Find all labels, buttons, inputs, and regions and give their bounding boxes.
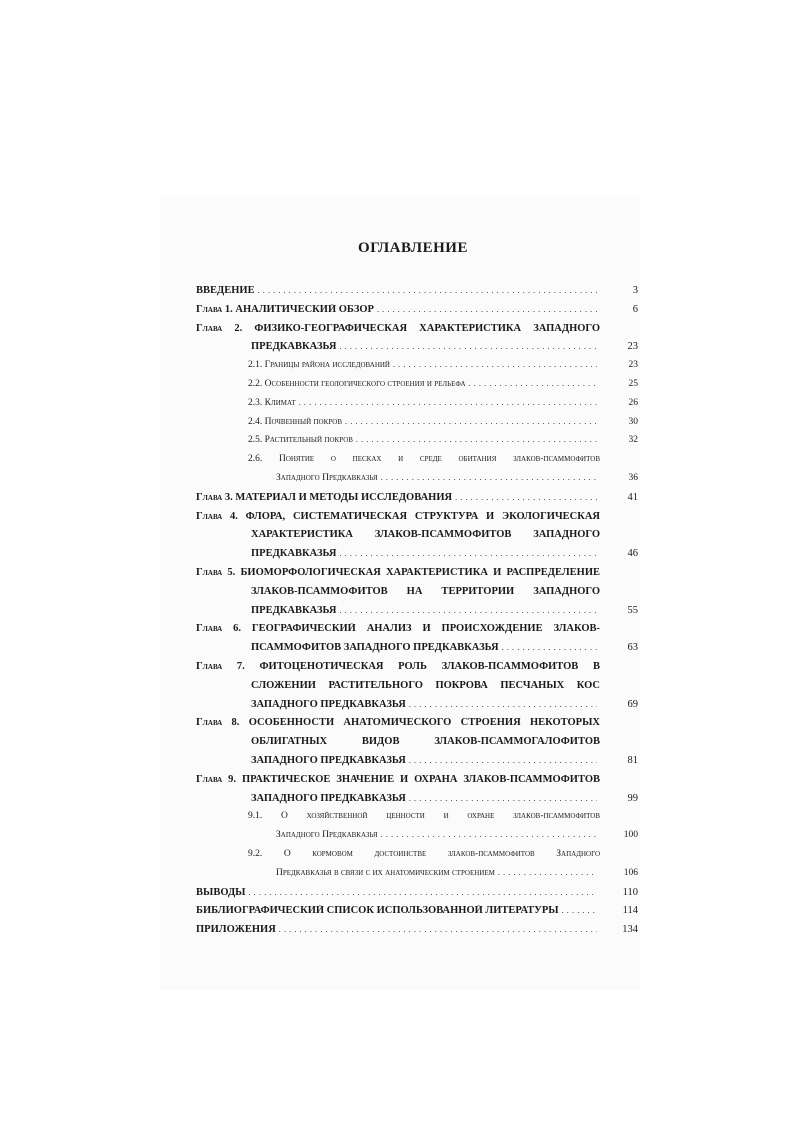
toc-entry-conclusions[interactable]	[196, 887, 638, 906]
page-number: 63	[627, 642, 638, 654]
dot-leader	[455, 492, 597, 503]
section-number: 2.2.	[248, 378, 263, 389]
page-number: 25	[628, 378, 638, 389]
page-number: 32	[628, 435, 638, 446]
toc-entry-chapter-2[interactable]	[196, 323, 638, 342]
chapter-prefix: Глава 9.	[196, 773, 237, 785]
toc-entry-title-line1: ГЕОГРАФИЧЕСКИЙ АНАЛИЗ И ПРОИСХОЖДЕНИЕ ЗЛАКОВ-	[251, 623, 600, 635]
toc-entry-section-2-6[interactable]	[196, 454, 638, 473]
toc-entry-title-line2: СЛОЖЕНИИ РАСТИТЕЛЬНОГО ПОКРОВА ПЕСЧАНЫХ КОС	[251, 679, 600, 691]
chapter-prefix: Глава 6.	[196, 623, 241, 635]
toc-entry-chapter-6-cont[interactable]	[196, 642, 638, 661]
toc-entry-chapter-5-cont[interactable]	[196, 586, 638, 605]
toc-entry-title-line1: БИОМОРФОЛОГИЧЕСКАЯ ХАРАКТЕРИСТИКА И РАСПРЕДЕЛЕНИЕ	[240, 566, 600, 578]
dot-leader	[498, 868, 597, 878]
toc-entry-section-2-4[interactable]	[196, 417, 638, 436]
dot-leader	[393, 360, 597, 370]
chapter-prefix: Глава 1.	[196, 303, 233, 315]
page-number: 110	[622, 886, 638, 898]
toc-entry-title: Растительный покров	[264, 435, 353, 446]
toc-entry-section-2-6-cont[interactable]	[196, 473, 638, 492]
toc-entry-chapter-8-cont2[interactable]	[196, 755, 638, 774]
section-number: 2.4.	[248, 416, 263, 427]
toc-entry-title: Особенности геологического строения и рельефа	[264, 378, 466, 389]
toc-entry-title: ПРИЛОЖЕНИЯ	[196, 924, 276, 936]
page-number: 69	[627, 698, 638, 710]
page-number: 3	[632, 285, 638, 296]
toc-entry-title-line3: ПРЕДКАВКАЗЬЯ	[251, 548, 337, 560]
dot-leader	[279, 924, 597, 935]
toc-entry-chapter-9-cont[interactable]	[196, 793, 638, 812]
toc-entry-bibliography[interactable]	[196, 905, 638, 924]
page-title: ОГЛАВЛЕНИЕ	[358, 240, 468, 256]
section-number: 2.1.	[248, 360, 263, 371]
page-number: 55	[627, 604, 638, 616]
toc-entry-section-9-2[interactable]	[196, 849, 638, 868]
page-number: 41	[627, 491, 638, 503]
toc-entry-title-line3: ПРЕДКАВКАЗЬЯ	[251, 604, 337, 616]
page-number: 81	[627, 754, 638, 766]
toc-entry-title-line2: Западного Предкавказья	[276, 830, 378, 841]
toc-entry-title-line1: ПРАКТИЧЕСКОЕ ЗНАЧЕНИЕ И ОХРАНА ЗЛАКОВ-ПСАММОФИТОВ	[241, 773, 600, 785]
page-number: 36	[628, 472, 638, 483]
toc-entry-chapter-4[interactable]	[196, 511, 638, 530]
toc-entry-title: ВВЕДЕНИЕ	[196, 285, 255, 296]
toc-entry-title-line1: ФЛОРА, СИСТЕМАТИЧЕСКАЯ СТРУКТУРА И ЭКОЛОГИЧЕСКАЯ	[245, 510, 600, 522]
dot-leader	[381, 830, 597, 840]
toc-entry-title: АНАЛИТИЧЕСКИЙ ОБЗОР	[235, 303, 374, 315]
toc-entry-title-line2: Западного Предкавказья	[276, 472, 378, 483]
toc-entry-section-2-5[interactable]	[196, 435, 638, 454]
toc-entry-chapter-1[interactable]	[196, 304, 638, 323]
dot-leader	[409, 755, 597, 766]
toc-entry-chapter-8[interactable]	[196, 717, 638, 736]
chapter-prefix: Глава 4.	[196, 510, 238, 522]
toc-entry-chapter-3[interactable]	[196, 492, 638, 511]
dot-leader	[562, 905, 597, 916]
toc-entry-chapter-6[interactable]	[196, 623, 638, 642]
toc-entry-title-line1: ФИТОЦЕНОТИЧЕСКАЯ РОЛЬ ЗЛАКОВ-ПСАММОФИТОВ В	[259, 660, 600, 672]
toc-entry-title-line2: ХАРАКТЕРИСТИКА ЗЛАКОВ-ПСАММОФИТОВ ЗАПАДНОГО	[251, 529, 600, 541]
toc-entry-chapter-7-cont2[interactable]	[196, 699, 638, 718]
dot-leader	[299, 398, 597, 408]
toc-entry-appendices[interactable]	[196, 924, 638, 943]
section-number: 9.1.	[248, 811, 263, 822]
dot-leader	[339, 548, 597, 559]
page-number: 134	[622, 924, 638, 936]
dot-leader	[345, 417, 597, 427]
toc-entry-title-line2: ЗЛАКОВ-ПСАММОФИТОВ НА ТЕРРИТОРИИ ЗАПАДНОГО	[251, 585, 600, 597]
section-number: 2.3.	[248, 397, 263, 408]
toc-entry-title-line1: ФИЗИКО-ГЕОГРАФИЧЕСКАЯ ХАРАКТЕРИСТИКА ЗАПАДНОГО	[254, 322, 600, 334]
toc-entry-title-line1: ОСОБЕННОСТИ АНАТОМИЧЕСКОГО СТРОЕНИЯ НЕКОТОРЫХ	[248, 717, 600, 729]
toc-entry-title-line3: ЗАПАДНОГО ПРЕДКАВКАЗЬЯ	[251, 754, 406, 766]
toc-entry-section-9-2-cont[interactable]	[196, 868, 638, 887]
chapter-prefix: Глава 3.	[196, 491, 233, 503]
dot-leader	[502, 642, 597, 653]
toc-entry-chapter-4-cont[interactable]	[196, 529, 638, 548]
toc-entry-title: Почвенный покров	[264, 416, 342, 427]
toc-entry-title: ВЫВОДЫ	[196, 886, 246, 898]
page-number: 26	[628, 397, 638, 408]
toc-entry-intro[interactable]	[196, 285, 638, 304]
page-number: 100	[623, 830, 638, 841]
toc-entry-title-line2: ОБЛИГАТНЫХ ВИДОВ ЗЛАКОВ-ПСАММОГАЛОФИТОВ	[251, 736, 600, 748]
page-number: 106	[623, 867, 638, 878]
toc-entry-title-line2: ЗАПАДНОГО ПРЕДКАВКАЗЬЯ	[251, 792, 406, 804]
page-number: 23	[628, 360, 638, 371]
toc-entry-section-9-1[interactable]	[196, 811, 638, 830]
page-number: 30	[628, 416, 638, 427]
toc-entry-chapter-9[interactable]	[196, 774, 638, 793]
toc-entry-title-line1: О кормовом достоинстве злаков-псаммофитов Западного	[283, 848, 600, 859]
page-number: 99	[627, 792, 638, 804]
toc-entry-title-line2: ПСАММОФИТОВ ЗАПАДНОГО ПРЕДКАВКАЗЬЯ	[251, 642, 499, 654]
toc-entry-chapter-5[interactable]	[196, 567, 638, 586]
toc-entry-chapter-8-cont[interactable]	[196, 736, 638, 755]
section-number: 2.5.	[248, 435, 263, 446]
toc-entry-chapter-7[interactable]	[196, 661, 638, 680]
toc-entry-chapter-4-cont2[interactable]	[196, 548, 638, 567]
dot-leader	[258, 285, 597, 296]
chapter-prefix: Глава 5.	[196, 566, 236, 578]
toc-entry-title-line2: Предкавказья в связи с их анатомическим строением	[276, 867, 495, 878]
toc-entry-title-line2: ПРЕДКАВКАЗЬЯ	[251, 341, 337, 353]
toc-entry-title-line1: О хозяйственной ценности и охране злаков-псаммофитов	[281, 811, 600, 822]
toc-entry-title-line1: Понятие о песках и среде обитания злаков-псаммофитов	[278, 454, 600, 465]
dot-leader	[339, 605, 597, 616]
page-number: 23	[627, 341, 638, 353]
chapter-prefix: Глава 7.	[196, 660, 245, 672]
section-number: 9.2.	[248, 848, 263, 859]
table-of-contents	[196, 285, 638, 943]
page-number: 114	[622, 905, 638, 917]
toc-entry-chapter-5-cont2[interactable]	[196, 605, 638, 624]
dot-leader	[469, 379, 597, 389]
toc-entry-title-line3: ЗАПАДНОГО ПРЕДКАВКАЗЬЯ	[251, 698, 406, 710]
dot-leader	[409, 793, 597, 804]
toc-entry-chapter-7-cont[interactable]	[196, 680, 638, 699]
toc-entry-chapter-2-cont[interactable]	[196, 341, 638, 360]
chapter-prefix: Глава 8.	[196, 717, 240, 729]
toc-entry-title: Границы района исследований	[264, 360, 390, 371]
toc-entry-title: Климат	[264, 397, 296, 408]
chapter-prefix: Глава 2.	[196, 322, 243, 334]
toc-entry-section-2-1[interactable]	[196, 360, 638, 379]
toc-entry-title: МАТЕРИАЛ И МЕТОДЫ ИССЛЕДОВАНИЯ	[235, 491, 453, 503]
page-number: 46	[627, 548, 638, 560]
toc-entry-section-9-1-cont[interactable]	[196, 830, 638, 849]
dot-leader	[339, 341, 597, 352]
page-number: 6	[632, 303, 638, 315]
section-number: 2.6.	[248, 454, 263, 465]
dot-leader	[356, 435, 597, 445]
dot-leader	[377, 304, 597, 315]
dot-leader	[381, 473, 597, 483]
toc-entry-title: БИБЛИОГРАФИЧЕСКИЙ СПИСОК ИСПОЛЬЗОВАННОЙ ЛИТЕРАТУРЫ	[196, 905, 559, 917]
toc-entry-section-2-2[interactable]	[196, 379, 638, 398]
toc-entry-section-2-3[interactable]	[196, 398, 638, 417]
dot-leader	[409, 699, 597, 710]
dot-leader	[249, 887, 598, 898]
